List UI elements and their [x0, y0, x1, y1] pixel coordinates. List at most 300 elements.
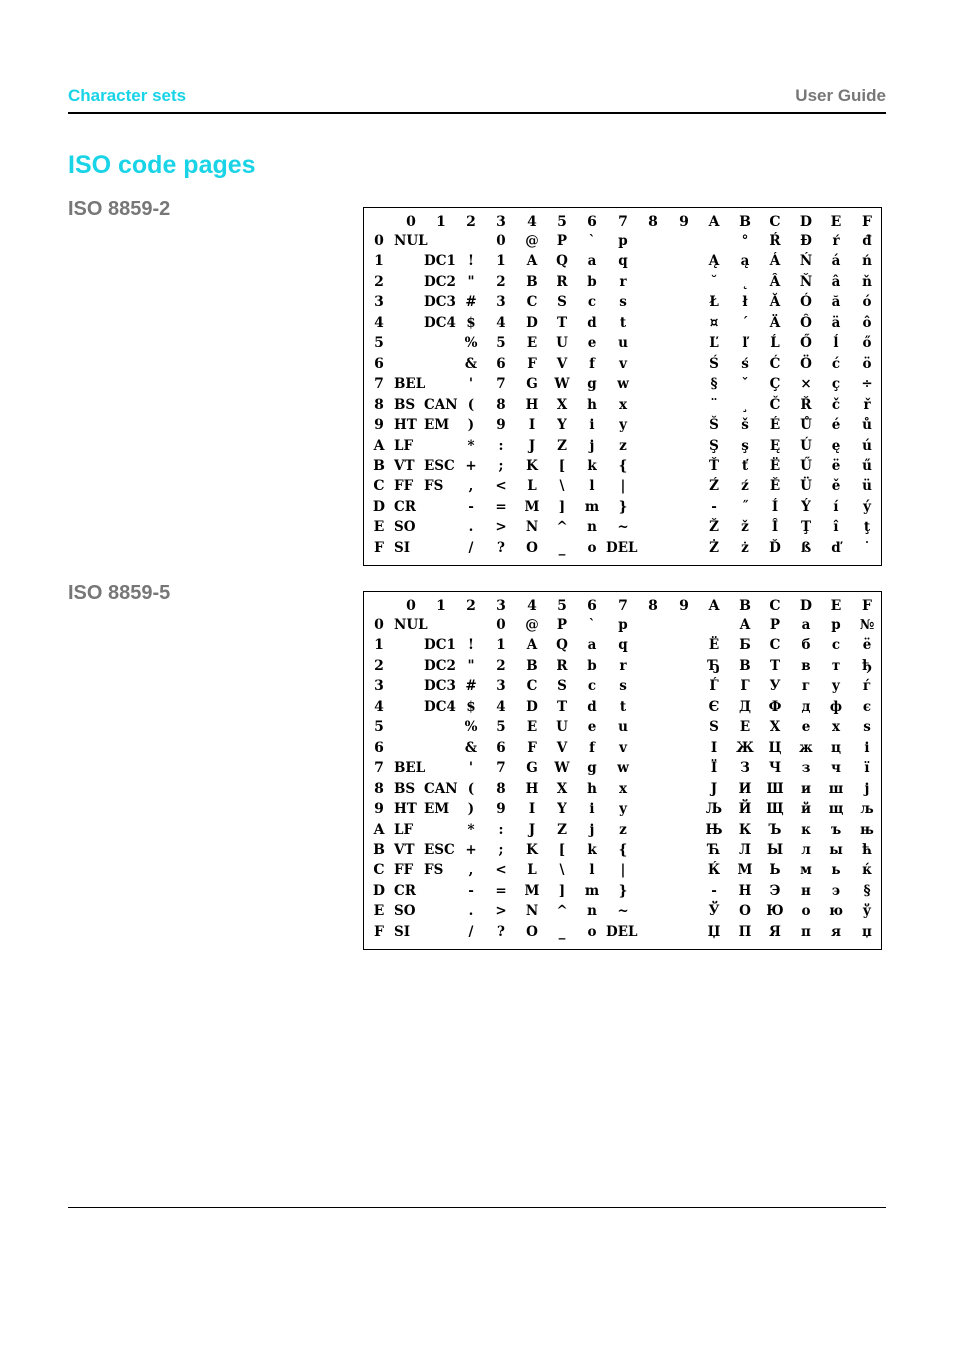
code-cell: о [801, 903, 811, 920]
code-cell: & [464, 739, 478, 756]
code-cell: t [619, 698, 627, 715]
code-cell: ń [862, 253, 872, 270]
code-cell: W [554, 376, 570, 393]
code-cell: H [525, 396, 539, 413]
code-cell: 0 [496, 233, 506, 249]
code-cell: ł [742, 294, 748, 311]
code-cell: DC3 [424, 678, 456, 695]
code-cell: ў [862, 903, 872, 920]
code-cell: . [468, 903, 474, 920]
code-cell: ћ [862, 841, 872, 858]
row-header: C [373, 478, 385, 495]
header-section-title: Character sets [68, 86, 187, 105]
code-cell: DEL [606, 539, 638, 556]
code-cell: % [464, 719, 478, 736]
code-cell: - [468, 498, 474, 515]
column-header: 4 [527, 598, 537, 614]
code-cell: ^ [556, 903, 568, 920]
code-cell: FF [394, 478, 414, 495]
code-cell: n [587, 519, 597, 536]
code-cell: ы [829, 841, 843, 858]
row-header: 0 [374, 617, 384, 633]
code-cell: i [589, 417, 595, 434]
code-cell: \ [559, 478, 565, 495]
code-cell: c [587, 678, 597, 695]
code-cell: z [619, 821, 627, 838]
column-header: 8 [648, 598, 658, 614]
code-cell: ъ [830, 821, 842, 838]
code-cell: - [468, 882, 474, 899]
code-cell: ж [799, 739, 813, 756]
code-cell: Ѓ [709, 678, 719, 695]
code-cell: SO [394, 519, 416, 536]
code-cell: ą [740, 253, 750, 270]
code-cell: Ě [769, 478, 781, 495]
code-cell: Í [771, 498, 779, 515]
code-cell: ž [741, 519, 749, 536]
code-cell: J [528, 437, 536, 454]
column-header: D [799, 598, 813, 614]
code-cell: В [739, 657, 751, 674]
code-cell: Ô [800, 314, 812, 331]
code-cell: VT [394, 457, 415, 474]
code-cell: P [556, 233, 568, 249]
row-header: D [372, 882, 386, 899]
code-cell: Л [739, 841, 751, 858]
code-cell: " [467, 657, 475, 674]
code-cell: й [800, 801, 811, 818]
code-cell: t [619, 314, 627, 331]
code-cell: Ť [708, 457, 720, 474]
code-cell: e [587, 335, 597, 352]
code-cell: [ [558, 841, 566, 858]
row-header: 2 [374, 273, 384, 290]
code-cell: g [587, 760, 597, 777]
code-cell: u [618, 335, 628, 352]
code-chart-iso-8859-2 [363, 207, 882, 566]
code-cell: c [587, 294, 597, 311]
row-header: 2 [374, 657, 384, 674]
row-header: 5 [374, 719, 384, 736]
column-header: A [708, 598, 720, 614]
code-cell: ó [862, 294, 872, 311]
code-cell: SO [394, 903, 416, 920]
code-cell: v [619, 739, 627, 756]
code-cell: Ú [800, 437, 812, 454]
code-cell: # [465, 294, 477, 311]
row-header: 9 [374, 417, 384, 434]
code-cell: Ł [709, 294, 719, 311]
code-cell: G [526, 760, 538, 777]
code-cell: B [526, 657, 538, 674]
code-cell: я [831, 923, 841, 940]
column-header: 2 [466, 598, 476, 614]
code-cell: ш [828, 780, 844, 797]
table-label-iso-8859-5: ISO 8859-5 [68, 582, 171, 604]
code-cell: Y [557, 417, 567, 434]
code-cell: BS [394, 780, 416, 797]
code-cell: l [589, 862, 595, 879]
code-cell: Ő [800, 335, 812, 352]
code-cell: р [831, 617, 841, 633]
code-cell: O [526, 539, 538, 556]
code-cell: L [527, 478, 537, 495]
code-cell: CR [394, 498, 416, 515]
code-cell: s [619, 294, 627, 311]
page-title: ISO code pages [68, 151, 256, 179]
code-cell: M [524, 498, 540, 515]
code-cell: V [556, 739, 568, 756]
code-cell: 6 [496, 739, 506, 756]
code-cell: o [587, 539, 597, 556]
code-cell: I [528, 417, 536, 434]
code-cell: Б [739, 637, 751, 654]
code-cell: | [620, 862, 626, 879]
code-cell: q [618, 253, 628, 270]
column-header: D [799, 214, 813, 230]
code-cell: N [525, 903, 539, 920]
code-cell: Y [557, 801, 567, 818]
code-cell: ç [831, 376, 841, 393]
code-cell: FS [424, 862, 444, 879]
code-cell: x [618, 780, 628, 797]
code-cell: 5 [496, 719, 506, 736]
code-cell: Ъ [768, 821, 782, 838]
code-cell: , [468, 862, 474, 879]
code-cell: ô [862, 314, 872, 331]
code-cell: f [589, 355, 595, 372]
code-cell: Я [769, 923, 781, 940]
column-header: 5 [557, 214, 567, 230]
code-cell: ѓ [862, 678, 872, 695]
code-cell: Ę [769, 437, 781, 454]
column-header: F [862, 214, 872, 230]
code-cell: I [528, 801, 536, 818]
code-cell: г [801, 678, 811, 695]
code-cell: У [769, 678, 781, 695]
code-cell: Ö [800, 355, 812, 372]
code-cell: X [556, 780, 568, 797]
code-cell: r [619, 657, 627, 674]
code-cell: O [526, 923, 538, 940]
code-cell: J [528, 821, 536, 838]
row-header: 8 [374, 396, 384, 413]
code-cell: Î [771, 519, 779, 536]
code-cell: Ć [769, 355, 781, 372]
code-cell: DC2 [424, 273, 456, 290]
code-cell: Ý [801, 498, 811, 515]
code-cell: đ [862, 233, 872, 249]
code-cell: џ [862, 923, 872, 940]
code-cell: P [556, 617, 568, 633]
code-cell: ć [831, 355, 841, 372]
code-cell: É [769, 417, 781, 434]
code-cell: s [863, 719, 871, 736]
code-cell: § [863, 882, 871, 899]
code-cell: 0 [496, 617, 506, 633]
column-header: 2 [466, 214, 476, 230]
code-cell: î [833, 519, 839, 536]
code-cell: d [587, 314, 597, 331]
code-cell: ESC [424, 841, 455, 858]
code-cell: . [468, 519, 474, 536]
code-cell: NUL [394, 233, 428, 249]
code-cell: l [589, 478, 595, 495]
code-cell: ú [862, 437, 872, 454]
code-cell: ß [800, 539, 812, 556]
code-cell: > [495, 519, 507, 536]
code-cell: LF [394, 437, 414, 454]
column-header: 3 [496, 214, 506, 230]
code-cell: Ă [769, 294, 781, 311]
row-header: 3 [374, 678, 384, 695]
row-header: 5 [374, 335, 384, 352]
code-cell: ќ [862, 862, 872, 879]
code-cell: n [587, 903, 597, 920]
code-cell: / [468, 539, 474, 556]
code-cell: EM [424, 417, 450, 434]
code-cell: Ы [766, 841, 784, 858]
code-cell: Е [739, 719, 751, 736]
code-cell: * [467, 437, 475, 454]
code-cell: DEL [606, 923, 638, 940]
code-cell: ź [741, 478, 749, 495]
code-cell: < [495, 478, 507, 495]
code-cell: Ţ [800, 519, 812, 536]
column-header: 0 [406, 214, 416, 230]
code-cell: V [556, 355, 568, 372]
column-header: 5 [557, 598, 567, 614]
code-cell: ď [831, 539, 841, 556]
code-cell: HT [394, 417, 417, 434]
code-cell: # [465, 678, 477, 695]
code-cell: ? [497, 539, 505, 556]
code-cell: Â [769, 273, 781, 290]
code-cell: љ [860, 801, 874, 818]
code-cell: SI [394, 539, 411, 556]
code-cell: ` [588, 617, 596, 633]
code-cell: л [801, 841, 811, 858]
code-cell: О [739, 903, 751, 920]
code-cell: ( [467, 780, 475, 797]
code-cell: Є [708, 698, 720, 715]
code-cell: 2 [496, 657, 506, 674]
code-cell: Ц [768, 739, 782, 756]
code-cell: b [587, 273, 597, 290]
code-cell: б [801, 637, 811, 654]
code-cell: / [468, 923, 474, 940]
code-cell: 1 [496, 253, 506, 270]
code-cell: Ü [800, 478, 812, 495]
code-cell: ^ [556, 519, 568, 536]
code-cell: a [587, 637, 597, 654]
code-cell: F [527, 355, 537, 372]
code-cell: S [709, 719, 719, 736]
code-cell: w [617, 760, 629, 777]
code-cell: C [526, 678, 538, 695]
code-cell: b [587, 657, 597, 674]
code-cell: 4 [496, 698, 506, 715]
code-cell: ľ [742, 335, 748, 352]
code-cell: ĺ [833, 335, 839, 352]
code-cell: D [526, 698, 538, 715]
code-cell: ş [741, 437, 749, 454]
code-cell: Q [556, 637, 568, 654]
row-header: E [373, 519, 385, 536]
code-cell: ő [862, 335, 872, 352]
code-cell: ' [468, 760, 474, 777]
code-cell: ë [831, 457, 841, 474]
code-cell: ( [467, 396, 475, 413]
table-label-iso-8859-2: ISO 8859-2 [68, 198, 171, 220]
code-cell: g [587, 376, 597, 393]
code-cell: Ç [769, 376, 781, 393]
code-cell: [ [558, 457, 566, 474]
code-cell: ˇ [741, 376, 749, 393]
code-cell: 7 [496, 376, 506, 393]
row-header: 9 [374, 801, 384, 818]
code-cell: Ë [769, 457, 781, 474]
code-cell: NUL [394, 617, 428, 633]
code-cell: ' [468, 376, 474, 393]
code-cell: DC2 [424, 657, 456, 674]
code-cell: ю [829, 903, 843, 920]
row-header: 4 [374, 698, 384, 715]
code-cell: ф [829, 698, 843, 715]
code-cell: С [769, 637, 781, 654]
code-cell: & [464, 355, 478, 372]
code-cell: N [525, 519, 539, 536]
code-cell: Ђ [707, 657, 721, 674]
code-cell: 8 [496, 780, 506, 797]
code-cell: ч [831, 760, 841, 777]
code-cell: , [468, 478, 474, 495]
code-cell: А [739, 617, 751, 633]
row-header: 6 [374, 739, 384, 756]
code-cell: Г [740, 678, 750, 695]
code-cell: И [738, 780, 752, 797]
code-cell: @ [525, 233, 539, 249]
code-cell: 3 [496, 678, 506, 695]
code-cell: Ą [708, 253, 720, 270]
code-cell: Š [709, 417, 719, 434]
code-cell: FS [424, 478, 444, 495]
code-cell: ă [831, 294, 841, 311]
code-cell: ` [588, 233, 596, 249]
column-header: C [769, 598, 781, 614]
code-cell: Э [769, 882, 781, 899]
code-cell: ¤ [709, 314, 719, 331]
code-cell: A [526, 253, 538, 270]
code-cell: н [801, 882, 811, 899]
code-cell: é [831, 417, 841, 434]
row-header: C [373, 862, 385, 879]
code-cell: Ä [769, 314, 781, 331]
code-cell: Ŕ [769, 233, 781, 249]
code-cell: ) [467, 417, 475, 434]
header-guide-title: User Guide [795, 86, 886, 105]
row-header: 7 [374, 376, 384, 393]
code-cell: е [801, 719, 811, 736]
code-cell: - [711, 498, 717, 515]
code-cell: є [862, 698, 872, 715]
column-header: 3 [496, 598, 506, 614]
code-cell: Ś [709, 355, 719, 372]
code-cell: в [801, 657, 811, 674]
code-cell: C [526, 294, 538, 311]
code-cell: LF [394, 821, 414, 838]
code-cell: k [587, 841, 597, 858]
code-cell: ї [864, 760, 870, 777]
row-header: D [372, 498, 386, 515]
code-cell: 4 [496, 314, 506, 331]
code-cell: X [556, 396, 568, 413]
code-cell: Z [557, 821, 567, 838]
code-cell: а [801, 617, 811, 633]
code-cell: Ż [709, 539, 719, 556]
column-header: 0 [406, 598, 416, 614]
code-cell: ţ [863, 519, 871, 536]
column-header: E [830, 214, 842, 230]
code-cell: Ř [800, 396, 812, 413]
code-cell: Ћ [707, 841, 721, 858]
code-cell: ESC [424, 457, 455, 474]
code-cell: m [584, 498, 600, 515]
code-cell: FF [394, 862, 414, 879]
row-header: A [373, 821, 385, 838]
code-cell: v [619, 355, 627, 372]
code-cell: o [587, 923, 597, 940]
code-cell: \ [559, 862, 565, 879]
code-cell: A [526, 637, 538, 654]
code-cell: Ќ [707, 862, 721, 879]
code-cell: í [833, 498, 839, 515]
code-cell: Й [738, 801, 752, 818]
code-cell: 3 [496, 294, 506, 311]
code-cell: w [617, 376, 629, 393]
code-cell: + [465, 457, 477, 474]
code-cell: h [587, 780, 597, 797]
column-header: E [830, 598, 842, 614]
code-cell: ц [831, 739, 841, 756]
code-cell: Ф [768, 698, 782, 715]
column-header: B [739, 598, 751, 614]
code-cell: 5 [496, 335, 506, 352]
code-cell: - [711, 882, 717, 899]
code-cell: ż [741, 539, 749, 556]
code-cell: e [587, 719, 597, 736]
code-cell: CAN [424, 396, 458, 413]
code-cell: Џ [707, 923, 721, 940]
code-cell: Ш [766, 780, 784, 797]
code-cell: h [587, 396, 597, 413]
code-cell: ś [741, 355, 749, 372]
code-cell: z [619, 437, 627, 454]
code-cell: ý [863, 498, 871, 515]
code-cell: Х [769, 719, 781, 736]
code-cell: DC1 [424, 637, 456, 654]
column-header: F [862, 598, 872, 614]
code-cell: 6 [496, 355, 506, 372]
code-cell: § [710, 376, 718, 393]
code-cell: Д [738, 698, 751, 715]
code-cell: d [587, 698, 597, 715]
code-cell: з [801, 760, 811, 777]
code-cell: к [801, 821, 811, 838]
code-cell: ň [862, 273, 872, 290]
code-cell: ё [862, 637, 872, 654]
row-header: A [373, 437, 385, 454]
